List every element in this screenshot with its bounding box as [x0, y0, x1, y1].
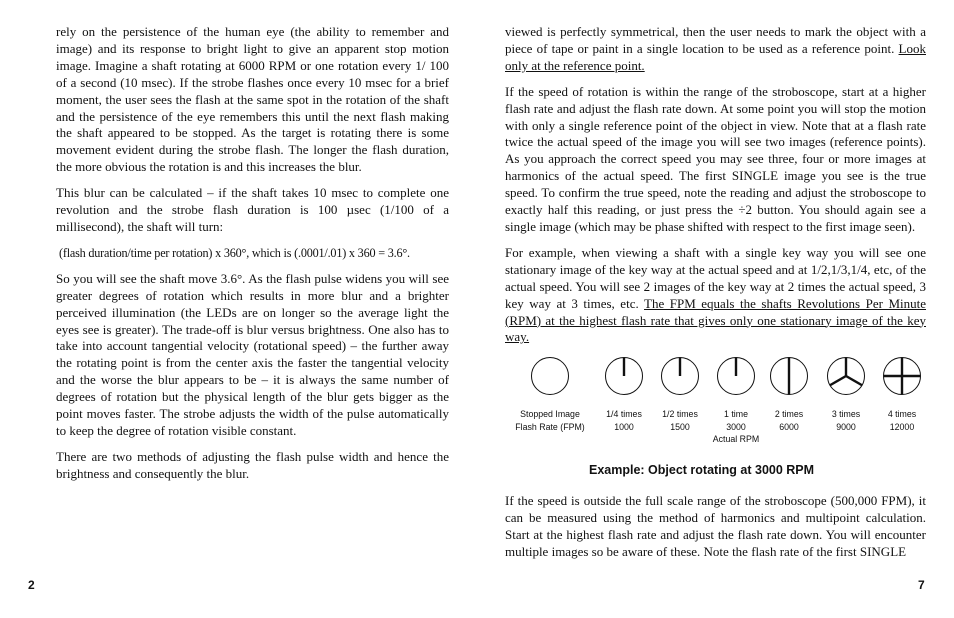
- figure-label-line: 12000: [889, 421, 915, 432]
- paragraph-text: viewed is perfectly symmetrical, then the user needs to mark the object with a piece of tape or paint in a single location to be used as a reference point.: [505, 24, 926, 56]
- paragraph: [505, 24, 926, 75]
- figure-label-line: 1 time: [724, 409, 748, 420]
- figure-label: [713, 408, 759, 446]
- figure-label-line: Actual RPM: [712, 434, 760, 445]
- figure-label-line: Flash Rate (FPM): [515, 421, 585, 432]
- figure-label: [775, 408, 803, 433]
- shaft-circle-icon: [826, 356, 866, 396]
- figure-label: [888, 408, 916, 433]
- shaft-circle-icon: [716, 356, 756, 396]
- figure-label: [606, 408, 642, 433]
- figure-label: [662, 408, 698, 433]
- paragraph: If the speed of rotation is within the range of the stroboscope, start at a higher flash rate and adjust the flash rate down. At some point you will stop the motion with only a single reference point of the object in view. Note that at a flash rate twice the actual speed of the image you will see two images (reference points). As you approach the correct speed you may see three, four or more images at harmonics of the actual speed. The first SINGLE image you see is the true speed. To confirm the true speed, note the reading and adjust the stroboscope to exactly half this reading, or just press the ÷2 button. You should again see a single image (which may be phase shifted with respect to the first image seen).: [505, 83, 926, 234]
- stroboscope-figure: [505, 356, 926, 458]
- paragraph: There are two methods of adjusting the flash pulse width and hence the brightness and consequently the blur.: [56, 448, 449, 481]
- paragraph: rely on the persistence of the human eye (the ability to remember and image) and its response to bright light to give an apparent stop motion image. Imagine a shaft rotating at 6000 RPM or one rotation every 1/ 100 of a second (10 msec). If the strobe flashes once every 10 msec for a brief moment, the user sees the flash at the same spot in the rotation of the shaft and the persistence of the eye remembers this until the next flash making the shaft appeared to be stopped. As the target is rotating there is some movement evident during the strobe flash. The longer the flash duration, the more obvious the rotation is and this increases the blur.: [56, 24, 449, 175]
- reference-mark: [846, 376, 862, 385]
- figure-label-line: Stopped Image: [520, 409, 580, 420]
- shaft-circle-icon: [530, 356, 570, 396]
- page-number-right: 7: [918, 578, 925, 592]
- shaft-circle-icon: [882, 356, 922, 396]
- figure-label-line: 3000: [726, 421, 746, 432]
- page-number-left: 2: [28, 578, 35, 592]
- formula: (flash duration/time per rotation) x 360°, which is (.0001/.01) x 360 = 3.6°.: [59, 245, 410, 260]
- right-page-text: [505, 24, 926, 570]
- figure-label-line: 2 times: [774, 409, 804, 420]
- figure-label-line: 9000: [836, 421, 856, 432]
- paragraph-text: For example, when viewing a shaft with a single key way you will see one stationary image of the key way at the actual speed and at 1/2,1/3,1/4, etc, of the actual speed. You will see 2 images of the key way at 2 times the actual speed, 3 key way at 3 times, etc.: [505, 244, 926, 311]
- left-page-text: [56, 24, 449, 492]
- figure-label-line: 1500: [670, 421, 690, 432]
- paragraph: If the speed is outside the full scale range of the stroboscope (500,000 FPM), it can be measured using the method of harmonics and multipoint calculation. Start at the highest flash rate and adjust the flash rate down. You will encounter multiple images so be aware of these. Note the flash rate of the first SINGLE: [505, 493, 926, 559]
- paragraph: This blur can be calculated – if the shaft takes 10 msec to complete one revolution and the strobe flash duration is 100 µsec (1/100 of a millisecond), the shaft will turn:: [56, 185, 449, 234]
- underlined-text: The FPM equals the shafts Revolutions Per Minute (RPM) at the highest flash rate that gives only one stationary image of the key way.: [505, 295, 927, 345]
- figure-label-line: 4 times: [887, 409, 917, 420]
- shaft-outline: [532, 358, 569, 395]
- figure-label: [832, 408, 860, 433]
- figure-label-line: 1/2 times: [662, 409, 698, 420]
- paragraph: So you will see the shaft move 3.6°. As the flash pulse widens you will see greater degrees of rotation which results in more blur and a brighter perceived illumination (the LEDs are on longer so the average light the eyes see is greater). The trade-off is blur versus brightness. One also has to take into account tangential velocity (rotational speed) – the further away the rotating point is from the center axis the faster the tangential velocity and the worse the blur appears to be – it is always the same number of degrees of rotation but the physical length of the blur gets bigger as the point moves faster. The strobe adjusts the width of the pulse automatically to keep the degree of rotation visible constant.: [56, 270, 449, 438]
- shaft-circle-icon: [769, 356, 809, 396]
- figure-label-line: 6000: [779, 421, 799, 432]
- figure-label: [515, 408, 584, 433]
- figure-label-line: 1000: [614, 421, 634, 432]
- figure-label-line: 3 times: [831, 409, 861, 420]
- shaft-circle-icon: [660, 356, 700, 396]
- reference-mark: [830, 376, 846, 385]
- figure-label-line: 1/4 times: [606, 409, 642, 420]
- shaft-circle-icon: [604, 356, 644, 396]
- paragraph: [505, 245, 926, 346]
- figure-caption: Example: Object rotating at 3000 RPM: [589, 463, 815, 478]
- underlined-text: Look only at the reference point.: [505, 40, 926, 73]
